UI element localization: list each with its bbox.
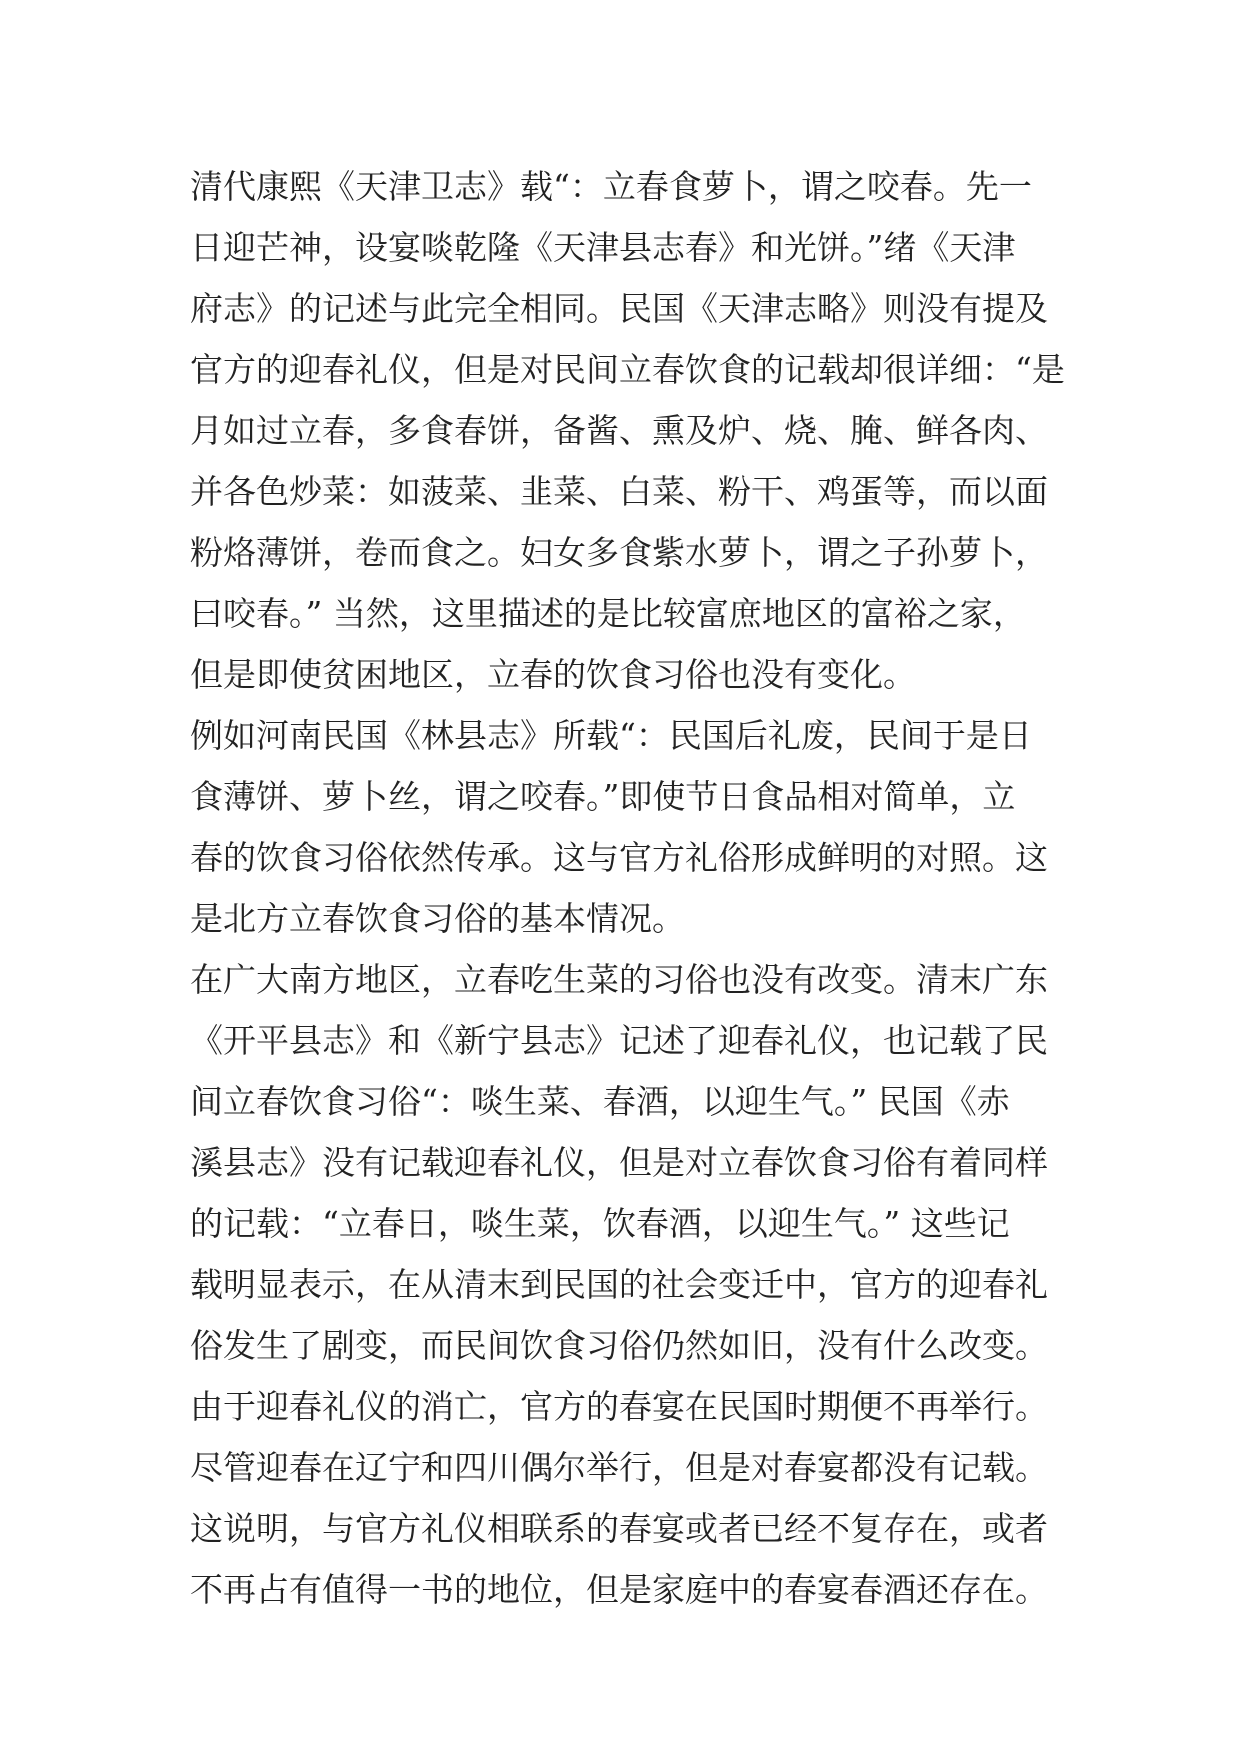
text-line: 曰咬春。” 当然，这里描述的是比较富庶地区的富裕之家， xyxy=(190,594,1026,633)
text-line: 的记载：“立春日，啖生菜，饮春酒，以迎生气。” 这些记 xyxy=(190,1204,1010,1243)
text-line: 间立春饮食习俗“：啖生菜、春酒，以迎生气。” 民国《赤 xyxy=(190,1082,1010,1121)
text-line: 清代康熙《天津卫志》载“：立春食萝卜，谓之咬春。先一 xyxy=(190,167,1032,206)
text-line: 官方的迎春礼仪，但是对民间立春饮食的记载却很详细：“是 xyxy=(190,350,1065,389)
text-line: 但是即使贫困地区，立春的饮食习俗也没有变化。 xyxy=(190,655,916,694)
text-line: 并各色炒菜：如菠菜、韭菜、白菜、粉干、鸡蛋等，而以面 xyxy=(190,472,1048,511)
text-line: 月如过立春，多食春饼，备酱、熏及炉、烧、腌、鲜各肉、 xyxy=(190,411,1048,450)
body-text xyxy=(190,156,1080,1620)
text-line: 春的饮食习俗依然传承。这与官方礼俗形成鲜明的对照。这 xyxy=(190,838,1048,877)
text-line: 载明显表示，在从清末到民国的社会变迁中，官方的迎春礼 xyxy=(190,1265,1048,1304)
text-line: 粉烙薄饼，卷而食之。妇女多食紫水萝卜，谓之子孙萝卜， xyxy=(190,533,1048,572)
text-line: 尽管迎春在辽宁和四川偶尔举行，但是对春宴都没有记载。 xyxy=(190,1448,1048,1487)
text-line: 食薄饼、萝卜丝，谓之咬春。”即使节日食品相对简单，立 xyxy=(190,777,1016,816)
text-line: 在广大南方地区，立春吃生菜的习俗也没有改变。清末广东 xyxy=(190,960,1048,999)
text-line: 不再占有值得一书的地位，但是家庭中的春宴春酒还存在。 xyxy=(190,1570,1048,1609)
text-line: 《开平县志》和《新宁县志》记述了迎春礼仪，也记载了民 xyxy=(190,1021,1048,1060)
text-line: 例如河南民国《林县志》所载“：民国后礼废，民间于是日 xyxy=(190,716,1032,755)
text-line: 是北方立春饮食习俗的基本情况。 xyxy=(190,899,685,938)
text-line: 由于迎春礼仪的消亡，官方的春宴在民国时期便不再举行。 xyxy=(190,1387,1048,1426)
text-line: 这说明，与官方礼仪相联系的春宴或者已经不复存在，或者 xyxy=(190,1509,1048,1548)
text-line: 溪县志》没有记载迎春礼仪，但是对立春饮食习俗有着同样 xyxy=(190,1143,1048,1182)
text-line: 府志》的记述与此完全相同。民国《天津志略》则没有提及 xyxy=(190,289,1048,328)
text-line: 俗发生了剧变，而民间饮食习俗仍然如旧，没有什么改变。 xyxy=(190,1326,1048,1365)
text-line: 日迎芒神，设宴啖乾隆《天津县志春》和光饼。”绪《天津 xyxy=(190,228,1016,267)
